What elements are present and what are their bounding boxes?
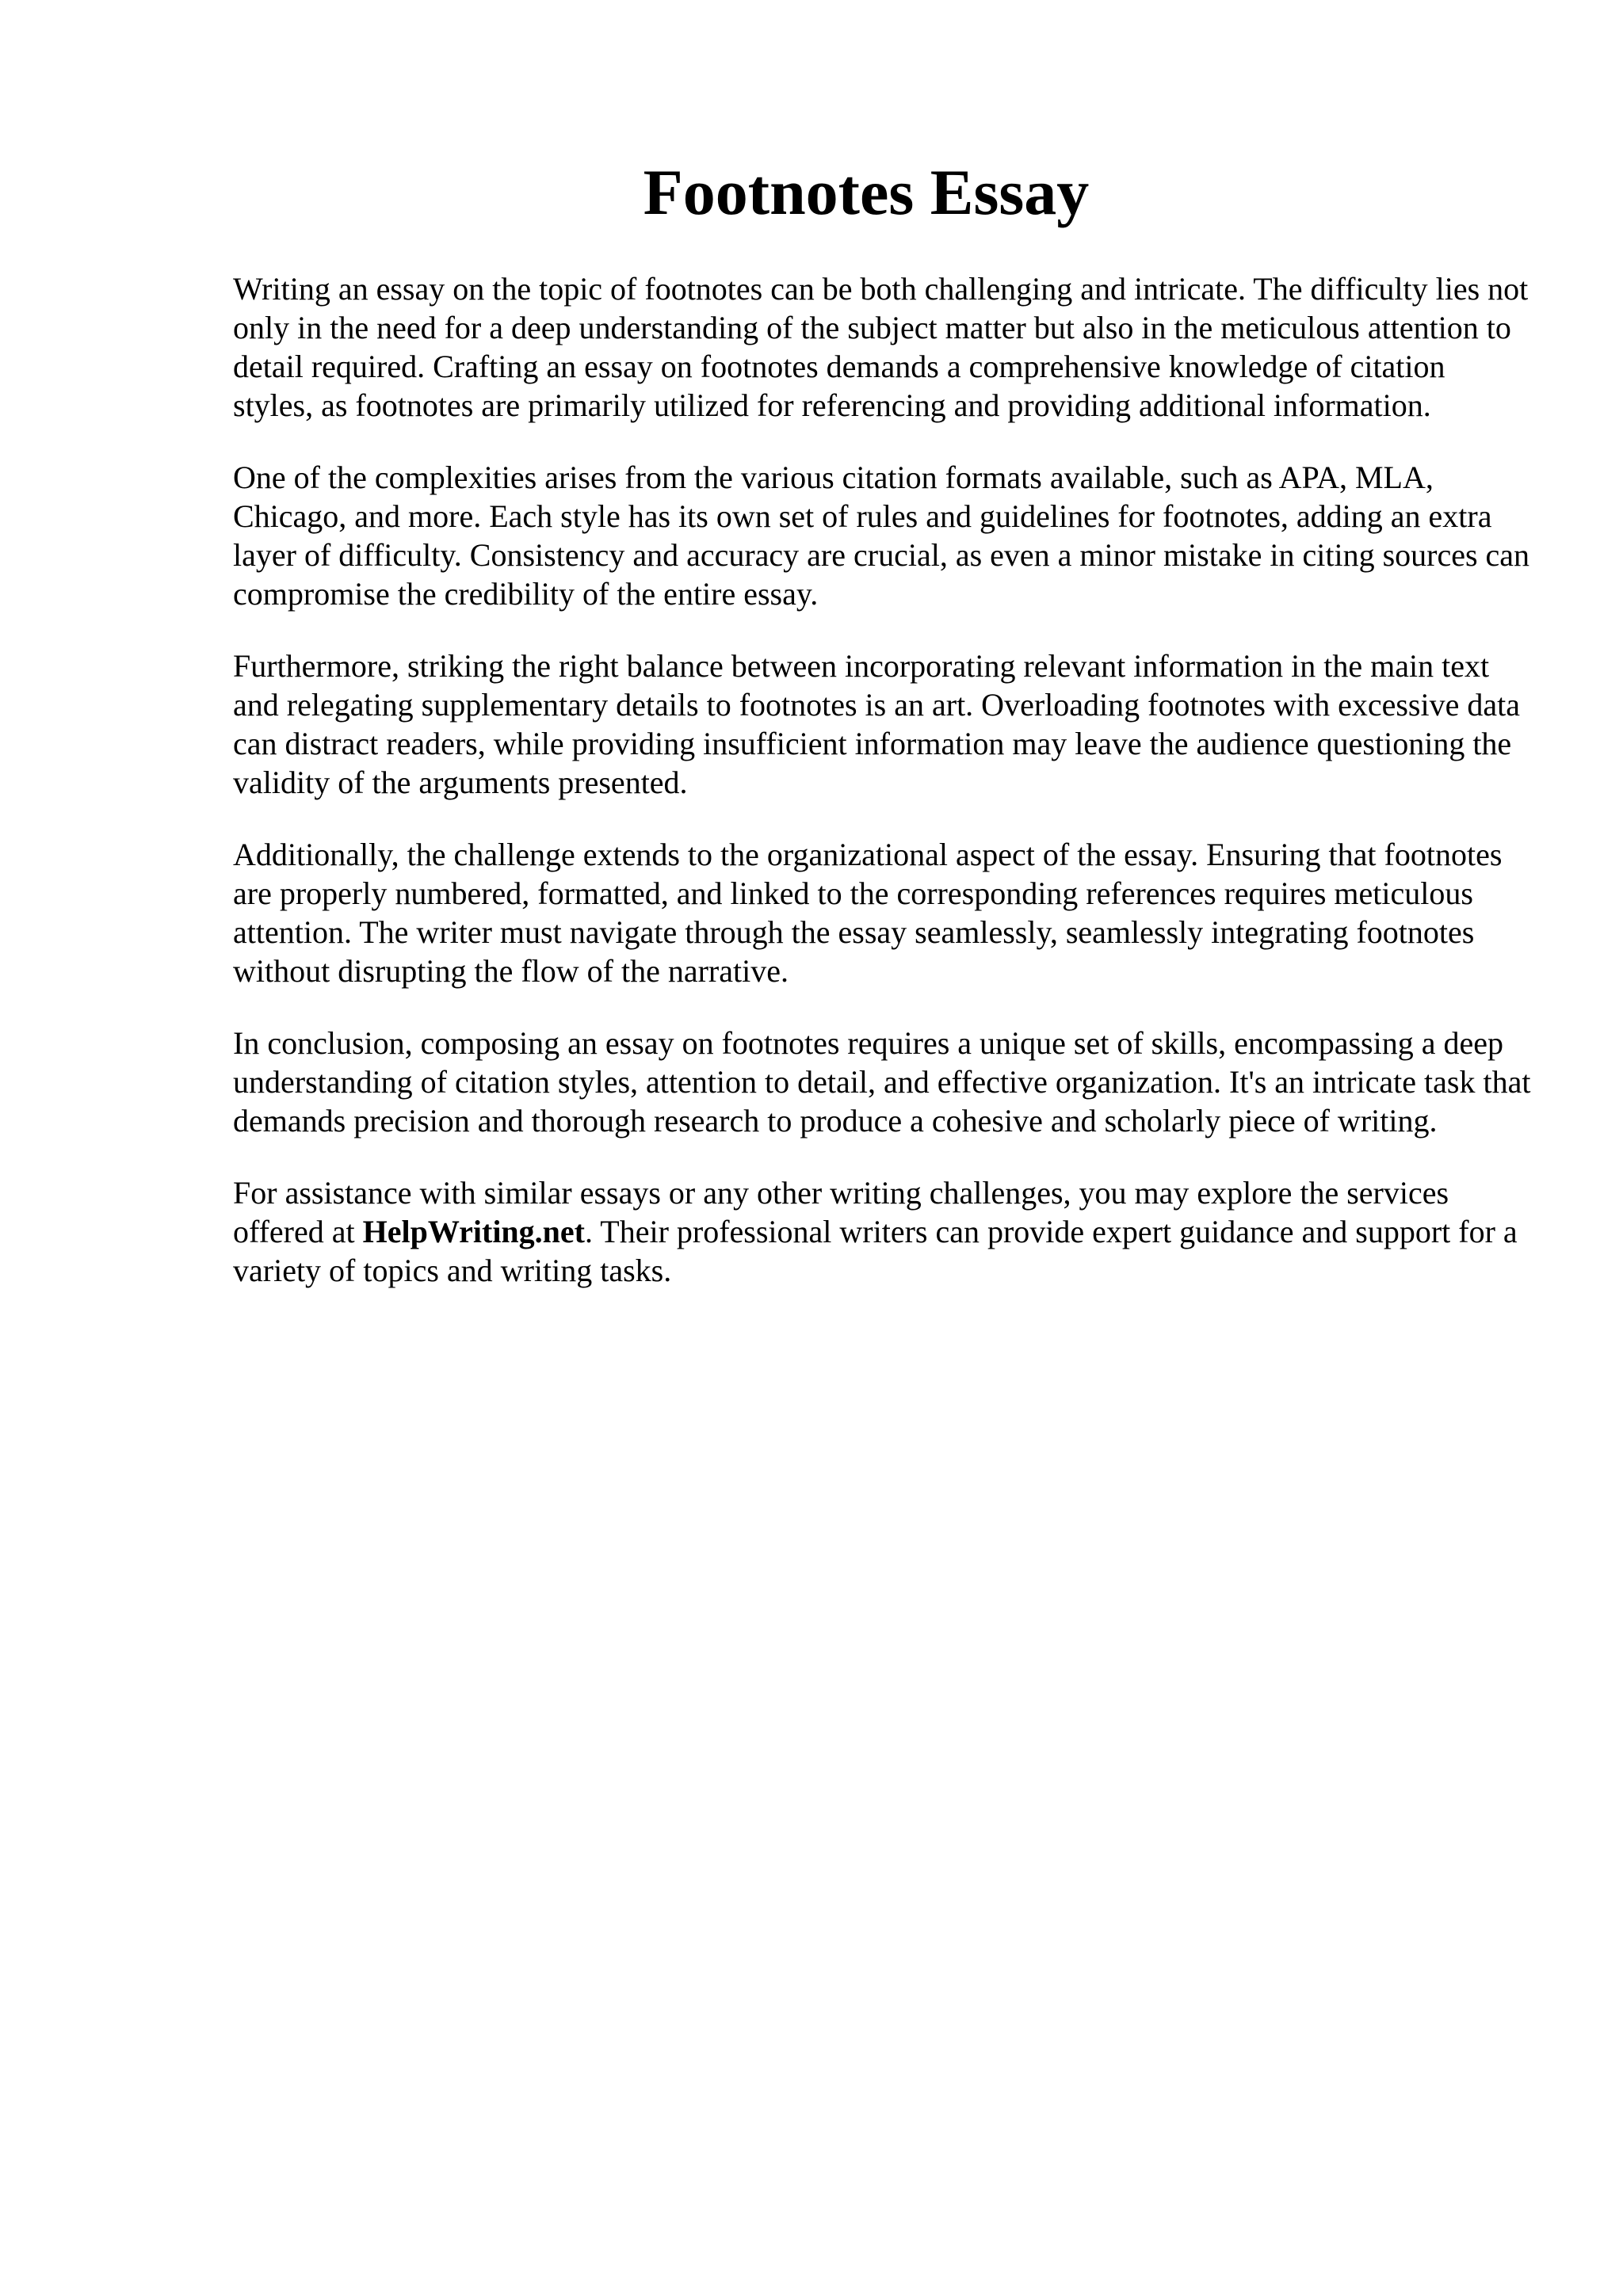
closing-text-before: For assistance with similar essays or any other writing challenges, you may explore the services offered at [233,1175,1449,1249]
closing-text-after: . Their professional writers can provide expert guidance and support for a variety of topics and writing tasks. [233,1214,1518,1288]
paragraph-organization: Additionally, the challenge extends to the organizational aspect of the essay. Ensuring that footnotes are properly numbered, formatted, and linked to the corresponding references requires meticulous attention. The writer must navigate through the essay seamlessly, seamlessly integrating footnotes without disrupting the flow of the narrative. [233,837,1503,989]
paragraph-closing [233,1173,1533,1290]
paragraph-citation-formats: One of the complexities arises from the various citation formats available, such as APA, MLA, Chicago, and more. Each style has its own set of rules and guidelines for footnotes, adding an extra layer of difficulty. Consistency and accuracy are crucial, as even a minor mistake in citing sources can compromise the credibility of the entire essay. [233,460,1530,612]
helpwriting-link[interactable]: HelpWriting.net [362,1214,585,1249]
paragraph-intro: Writing an essay on the topic of footnotes can be both challenging and intricate. The difficulty lies not only in the need for a deep understanding of the subject matter but also in the meticulous attention to detail required. Crafting an essay on footnotes demands a comprehensive knowledge of citation styles, as footnotes are primarily utilized for referencing and providing additional information. [233,271,1529,423]
paragraph-conclusion: In conclusion, composing an essay on footnotes requires a unique set of skills, encompassing a deep understanding of citation styles, attention to detail, and effective organization. It's an intricate task that demands precision and thorough research to produce a cohesive and scholarly piece of writing. [233,1025,1531,1138]
page-title: Footnotes Essay [643,156,1090,228]
essay-body [233,269,1533,1323]
paragraph-balance: Furthermore, striking the right balance between incorporating relevant information in the main text and relegating supplementary details to footnotes is an art. Overloading footnotes with excessive data can distract readers, while providing insufficient information may leave the audience questioning the validity of the arguments presented. [233,648,1520,800]
